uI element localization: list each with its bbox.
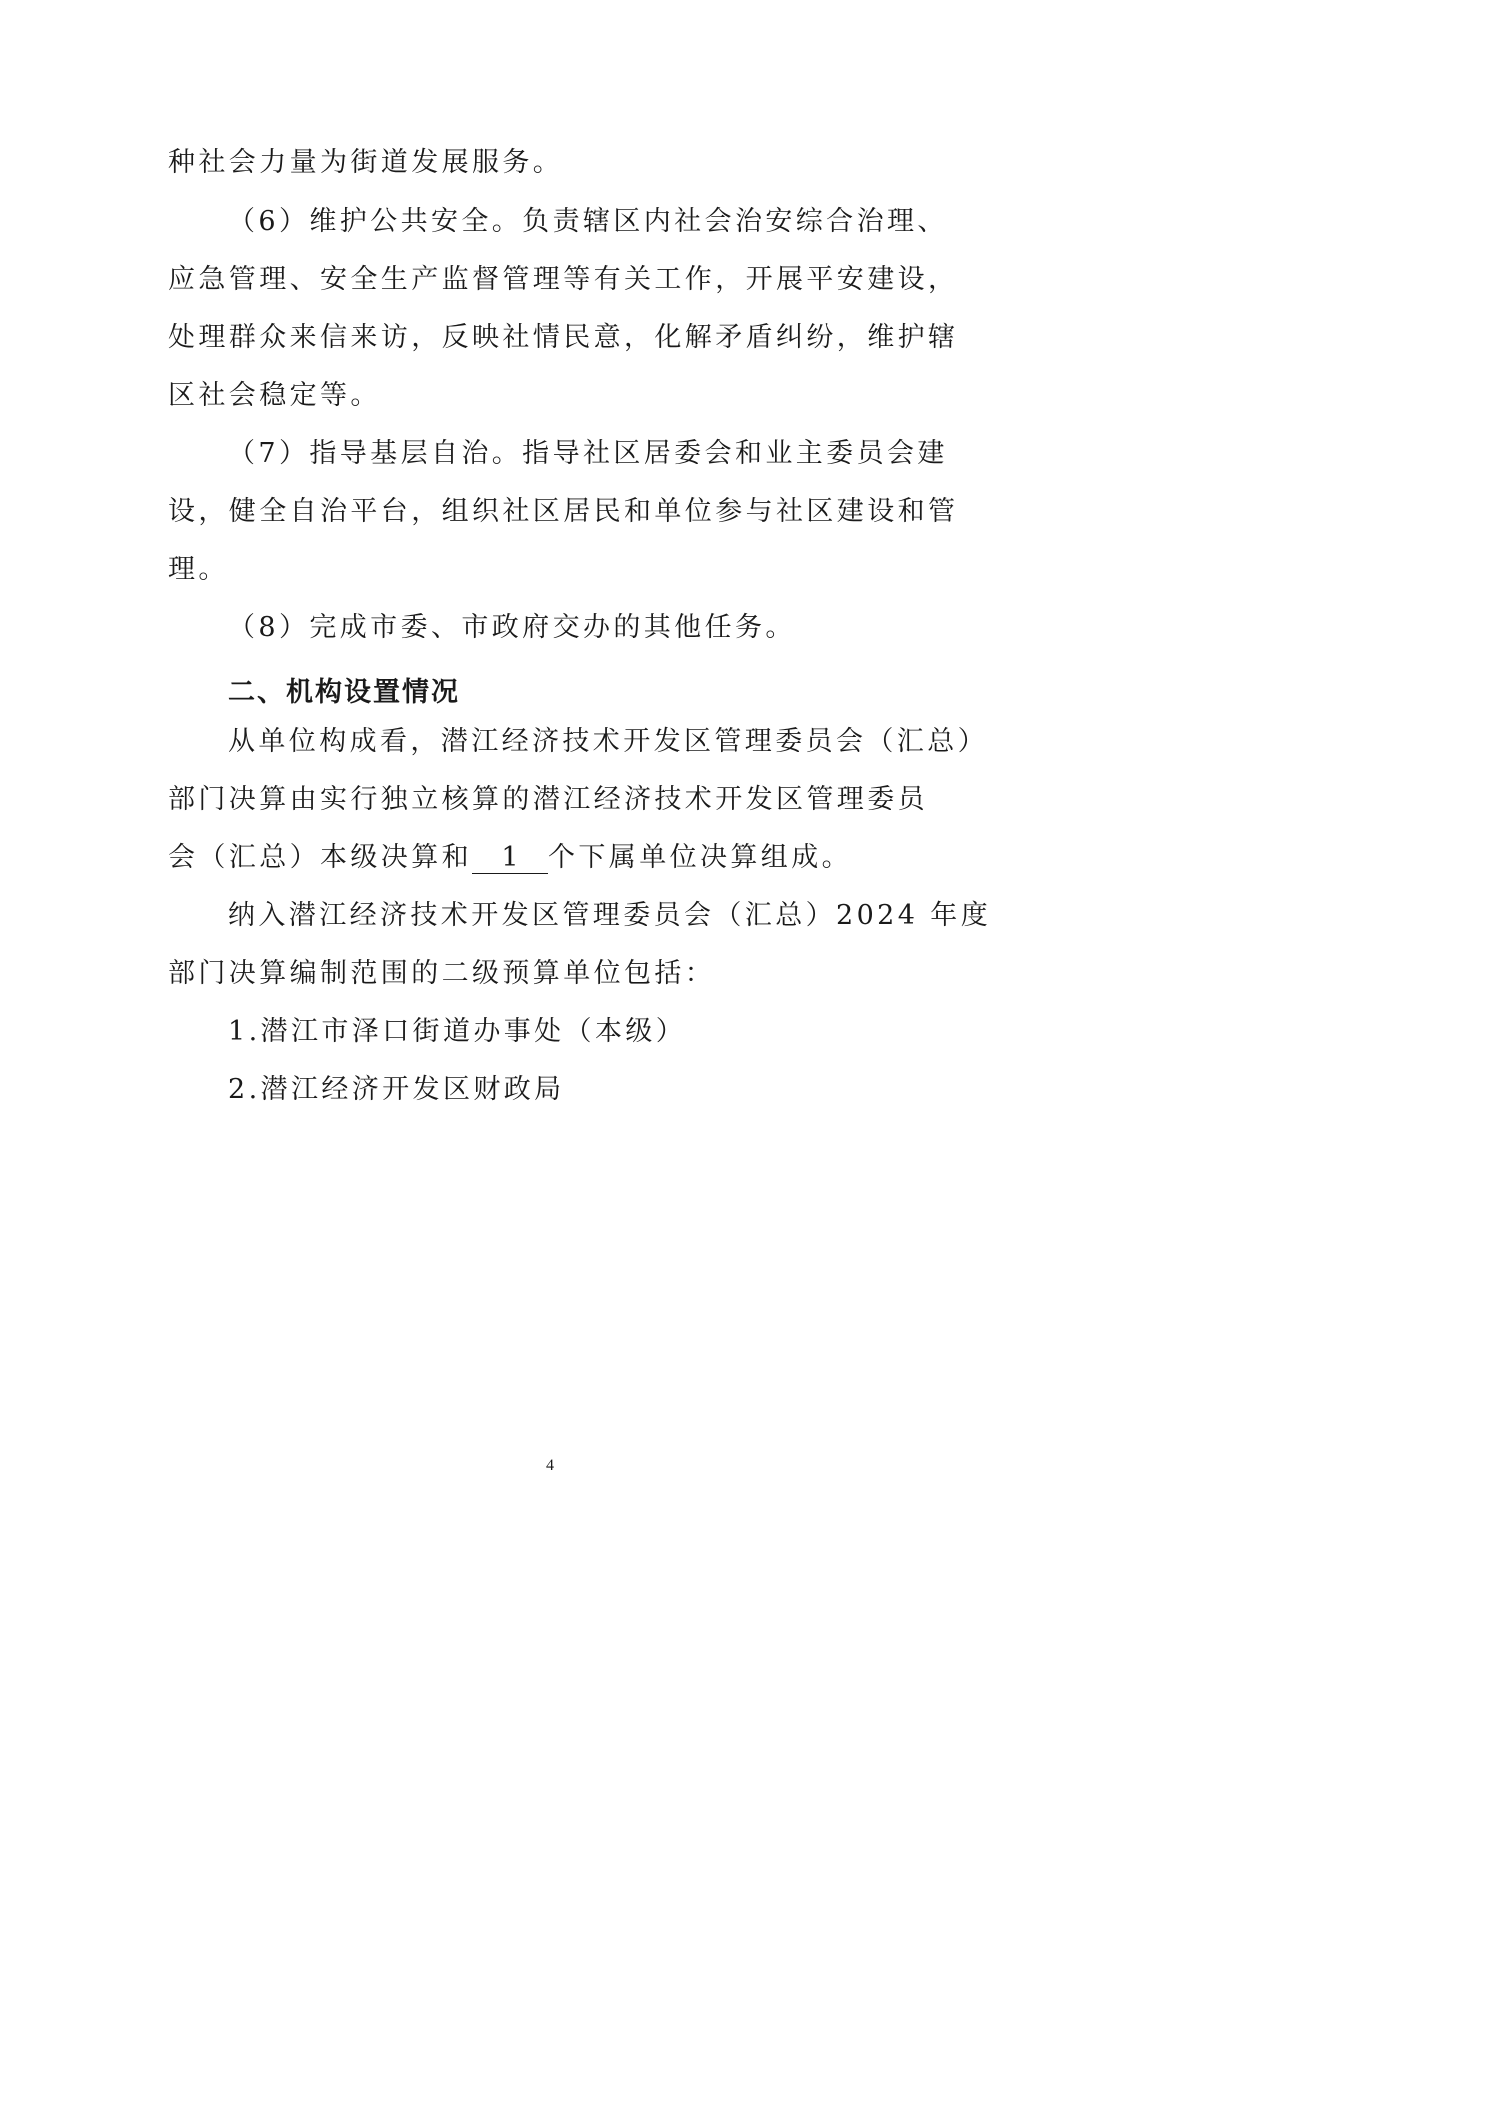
unit-list-item: 2.潜江经济开发区财政局 [228, 1074, 565, 1105]
paragraph-line: 区社会稳定等。 [168, 380, 381, 411]
paragraph-line: 部门决算由实行独立核算的潜江经济技术开发区管理委员 [168, 784, 928, 815]
paragraph-line: 处理群众来信来访，反映社情民意，化解矛盾纠纷，维护辖 [168, 322, 959, 353]
paragraph-line: （6）维护公共安全。负责辖区内社会治安综合治理、 [228, 206, 948, 237]
paragraph-line [168, 838, 948, 878]
paragraph-line: （8）完成市委、市政府交办的其他任务。 [228, 612, 796, 643]
paragraph-line: 应急管理、安全生产监督管理等有关工作，开展平安建设， [168, 264, 959, 295]
paragraph-line: 设，健全自治平台，组织社区居民和单位参与社区建设和管 [168, 496, 959, 527]
composition-text-before: 会（汇总）本级决算和 [168, 842, 472, 873]
unit-list-item: 1.潜江市泽口街道办事处（本级） [228, 1016, 687, 1047]
paragraph-line: 种社会力量为街道发展服务。 [168, 147, 564, 178]
page-number: 4 [546, 1457, 554, 1474]
subordinate-count-blank: 1 [472, 843, 548, 874]
paragraph-line: 理。 [168, 554, 229, 585]
composition-text-after: 个下属单位决算组成。 [548, 842, 852, 873]
paragraph-line: 从单位构成看，潜江经济技术开发区管理委员会（汇总） [228, 726, 988, 757]
section-heading: 二、机构设置情况 [228, 677, 460, 708]
paragraph-line: （7）指导基层自治。指导社区居委会和业主委员会建 [228, 438, 948, 469]
paragraph-line: 纳入潜江经济技术开发区管理委员会（汇总）2024 年度 [228, 900, 992, 931]
paragraph-line: 部门决算编制范围的二级预算单位包括： [168, 958, 716, 989]
